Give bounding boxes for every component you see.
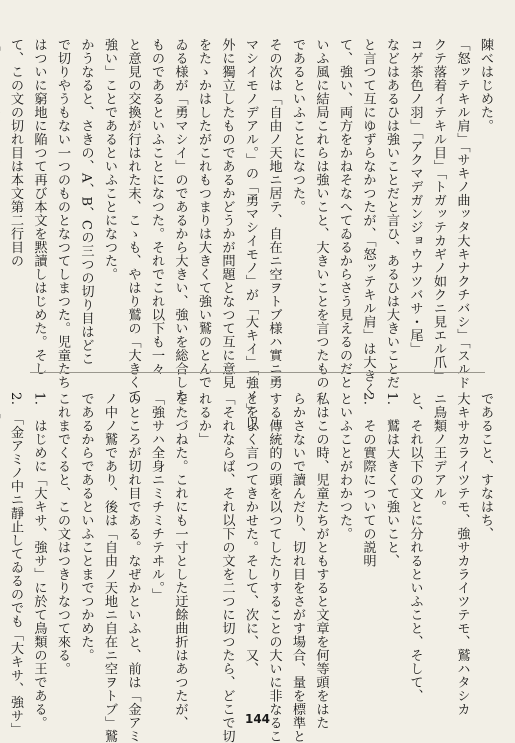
text-column: と言つて互にゆずらなかつたが、「怒ッテキル肩」は大きく [360,38,376,396]
text-column: 大キサカライツテモ、強サカライツテモ、鷲ハタシカ [454,392,470,716]
text-column: マシイモノデアル。」の「勇マシイモノ」が「大キイ」「強イ」以 [243,38,258,430]
text-column: で切りやうもない一つのものとなつてしまつた。児童たち [55,38,70,389]
text-column: はついに窮地に陥つて再び本文を黙讀しはじめた。そし [31,38,47,376]
text-column: コゲ茶色ノ羽」「アクマデガンジョウナツバサ・尾」 [407,38,423,356]
text-column: いふ風に結局これらは強いこと、大きいことを言つたもの [313,38,329,389]
text-column: と、それ以下の文とに分れるといふこと、そして、 [407,392,423,703]
text-column: 1. はじめに「大キサ、強サ」に於て鳥類の王である。 [31,392,47,730]
text-column: 「それならば、それ以下の文を二つに切つたら、どこで切 [219,392,235,743]
text-column: れるか」 [196,392,211,446]
text-column: をたづねた。これにも一寸とした迂餘曲折はあつたが、 [172,392,188,730]
text-column: であるといふことになつた。 [290,38,305,214]
text-column: 「強サハ全身ニミチミチテヰル。」 [149,392,164,602]
text-column: と意見の交換が行はれた末、こゝも、やはり鷲の「大きくて [125,38,141,403]
text-column: をたゝかはしたがこれもつまりは大きくて強い鷲のとんで [196,38,211,389]
text-column: かうなると、さきの、A、B、Cの三つの切り目はどこ [78,38,94,366]
text-column: であること、すなはち、 [478,392,493,541]
text-column: 2. 「金アミノ中ニ靜止してゐるのでも「大キサ、強サ」 [8,392,23,737]
text-column: 「怒ッテキル肩」「サキノ曲ッタ大キナクチバシ」「スルド [454,38,470,390]
text-column: とをよく言つてきかせた。そして、次に、又、 [243,392,258,676]
text-column: ゐる様が「勇マシイ」のであるから大きい、強いを総合した [172,38,188,403]
text-column: などはあるひは強いことだと言ひ、あるひは大きいことだ [384,38,399,389]
text-column: これまでくると、この文はつきりなつて來る。 [55,392,70,676]
text-column: クテ落着イテキル目」「トガッテカギノ如クニ見エル爪」 [431,38,446,383]
text-column: 1. 鷲は大きくて強いこと、 [384,392,399,568]
text-column: する傳統的の頭を以つてしたりすることの大いに非なるこ [266,392,282,743]
text-column: 私はこの時、児童たちがともすると文章を何等頭をはた [313,392,329,730]
section-divider [30,372,485,373]
text-column: といふことがわかつた。 [337,392,352,541]
text-column: ノ中ノ鷲であり、後は「自由ノ天地ニ自在ニ空ヲトブ」鷲 [102,392,117,743]
text-column: 陳べはじめた。 [478,38,493,133]
text-column: て、この文の切れ目は本文第二行目の [8,38,23,268]
text-column: その次は「自由ノ天地ニ居テ、自在ニ空ヲトブ様ハ實ニ勇 [266,38,282,389]
text-column [0,38,4,358]
page-number: 144 [244,712,271,726]
text-column: 強い」ことであるといふことになつた。 [102,38,117,281]
text-column: 外に獨立したものであるかどうかが問題となつて互に意見 [219,38,235,389]
text-column: 2. その實際についての説明 [360,392,376,568]
text-column: て、強い、両方をかねそなへてゐるからさう見えるのだと [337,38,352,389]
text-column: らかさないで讀んだり、切れ目をさがす場合、量を標準と [290,392,305,743]
text-column: のところが切れ目である。なぜかといふと、前は「金アミ [125,392,141,743]
text-column: ものであるといふことになつた。それでこれ以下も一々 [149,38,164,376]
text-column: ニ鳥類ノ王デアル。 [431,392,446,514]
text-column [0,392,4,704]
text-column: であるからであるといふことまでつかめた。 [78,392,94,662]
